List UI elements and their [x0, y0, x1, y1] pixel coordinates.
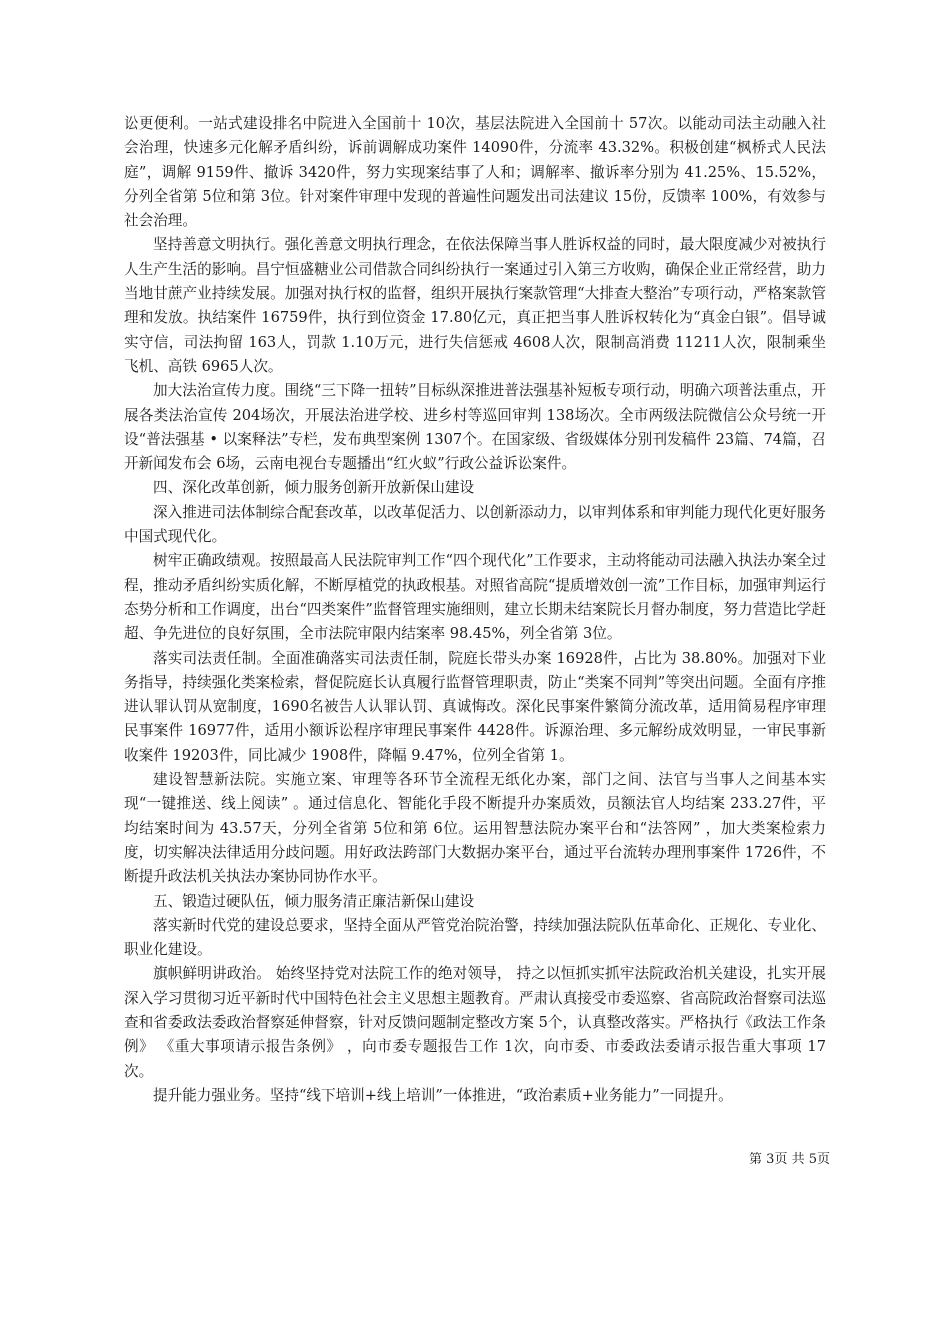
- paragraph: 旗帜鲜明讲政治。 始终坚持党对法院工作的绝对领导， 持之以恒抓实抓牢法院政治机关建设，扎实开展深入学习贯彻习近平新时代中国特色社会主义思想主题教育。严肃认真接受市委巡察、省高院政治督察司法巡查和省委政法委政治督察延伸督察，针对反馈问题制定整改方案 5个，认真整改落实。严格执行《政法工作条例》 《重大事项请示报告条例》 ，向市委专题报告工作 1次，向市委、市委政法委请示报告重大事项 17次。: [124, 965, 826, 1080]
- paragraph: 树牢正确政绩观。按照最高人民法院审判工作“四个现代化”工作要求，主动将能动司法融入执法办案全过程，推动矛盾纠纷实质化解，不断厚植党的执政根基。对照省高院“提质增效创一流”工作目标，加强审判运行态势分析和工作调度，出台“四类案件”监督管理实施细则，建立长期未结案院长月督办制度，努力营造比学赶超、争先进位的良好氛围，全市法院审限内结案率 98.45%，列全省第 3位。: [124, 552, 826, 643]
- section-heading: 五、锻造过硬队伍，倾力服务清正廉洁新保山建设: [153, 892, 475, 910]
- paragraph: 讼更便利。一站式建设排名中院进入全国前十 10次，基层法院进入全国前十 57次。以能动司法主动融入社会治理，快速多元化解矛盾纠纷，诉前调解成功案件 14090件，分流率 43.32%。积极创建“枫桥式人民法庭”，调解 9159件、撤诉 3420件，努力实现案结事了人和；调解率、撤诉率分别为 41.25%、15.52%，分列全省第 5位和第 3位。针对案件审理中发现的普遍性问题发出司法建议 15份，反馈率 100%，有效参与社会治理。: [124, 115, 826, 230]
- paragraph: 提升能力强业务。坚持“线下培训+线上培训”一体推进，“政治素质+业务能力”一同提升。: [153, 1086, 733, 1104]
- page-number-footer: 第 3页 共 5页: [749, 1152, 830, 1167]
- section-heading: 四、深化改革创新，倾力服务创新开放新保山建设: [153, 479, 475, 497]
- paragraph: 建设智慧新法院。实施立案、审理等各环节全流程无纸化办案，部门之间、法官与当事人之间基本实现“一键推送、线上阅读” 。通过信息化、智能化手段不断提升办案质效，员额法官人均结案 233.27件，平均结案时间为 43.57天，分列全省第 5位和第 6位。运用智慧法院办案平台和“法答网” ，加大类案检索力度，切实解决法律适用分歧问题。用好政法跨部门大数据办案平台，通过平台流转办理刑事案件 1726件，不断提升政法机关执法办案协同协作水平。: [124, 771, 826, 886]
- paragraph: 深入推进司法体制综合配套改革，以改革促活力、以创新添动力，以审判体系和审判能力现代化更好服务中国式现代化。: [124, 503, 826, 546]
- paragraph: 加大法治宣传力度。围绕“三下降一扭转”目标纵深推进普法强基补短板专项行动，明确六项普法重点，开展各类法治宣传 204场次，开展法治进学校、进乡村等巡回审判 138场次。全市两级法院微信公众号统一开设“普法强基 • 以案释法”专栏，发布典型案例 1307个。在国家级、省级媒体分别刊发稿件 23篇、74篇，召开新闻发布会 6场，云南电视台专题播出“红火蚁”行政公益诉讼案件。: [124, 382, 826, 473]
- paragraph: 落实司法责任制。全面准确落实司法责任制，院庭长带头办案 16928件，占比为 38.80%。加强对下业务指导，持续强化类案检索，督促院庭长认真履行监督管理职责，防止“类案不同判”等突出问题。全面有序推进认罪认罚从宽制度，1690名被告人认罪认罚、真诚悔改。深化民事案件繁简分流改革，适用简易程序审理民事案件 16977件，适用小额诉讼程序审理民事案件 4428件。诉源治理、多元解纷成效明显，一审民事新收案件 19203件，同比减少 1908件，降幅 9.47%，位列全省第 1。: [124, 649, 826, 764]
- paragraph: 落实新时代党的建设总要求，坚持全面从严管党治院治警，持续加强法院队伍革命化、正规化、专业化、职业化建设。: [124, 916, 826, 959]
- paragraph: 坚持善意文明执行。强化善意文明执行理念，在依法保障当事人胜诉权益的同时，最大限度减少对被执行人生产生活的影响。昌宁恒盛糖业公司借款合同纠纷执行一案通过引入第三方收购，确保企业正常经营，助力当地甘蔗产业持续发展。加强对执行权的监督，组织开展执行案款管理“大排查大整治”专项行动，严格案款管理和发放。执结案件 16759件，执行到位资金 17.80亿元，真正把当事人胜诉权转化为“真金白银”。倡导诚实守信，司法拘留 163人，罚款 1.10万元，进行失信惩戒 4608人次，限制高消费 11211人次，限制乘坐飞机、高铁 6965人次。: [124, 236, 826, 375]
- document-body: [124, 112, 826, 1108]
